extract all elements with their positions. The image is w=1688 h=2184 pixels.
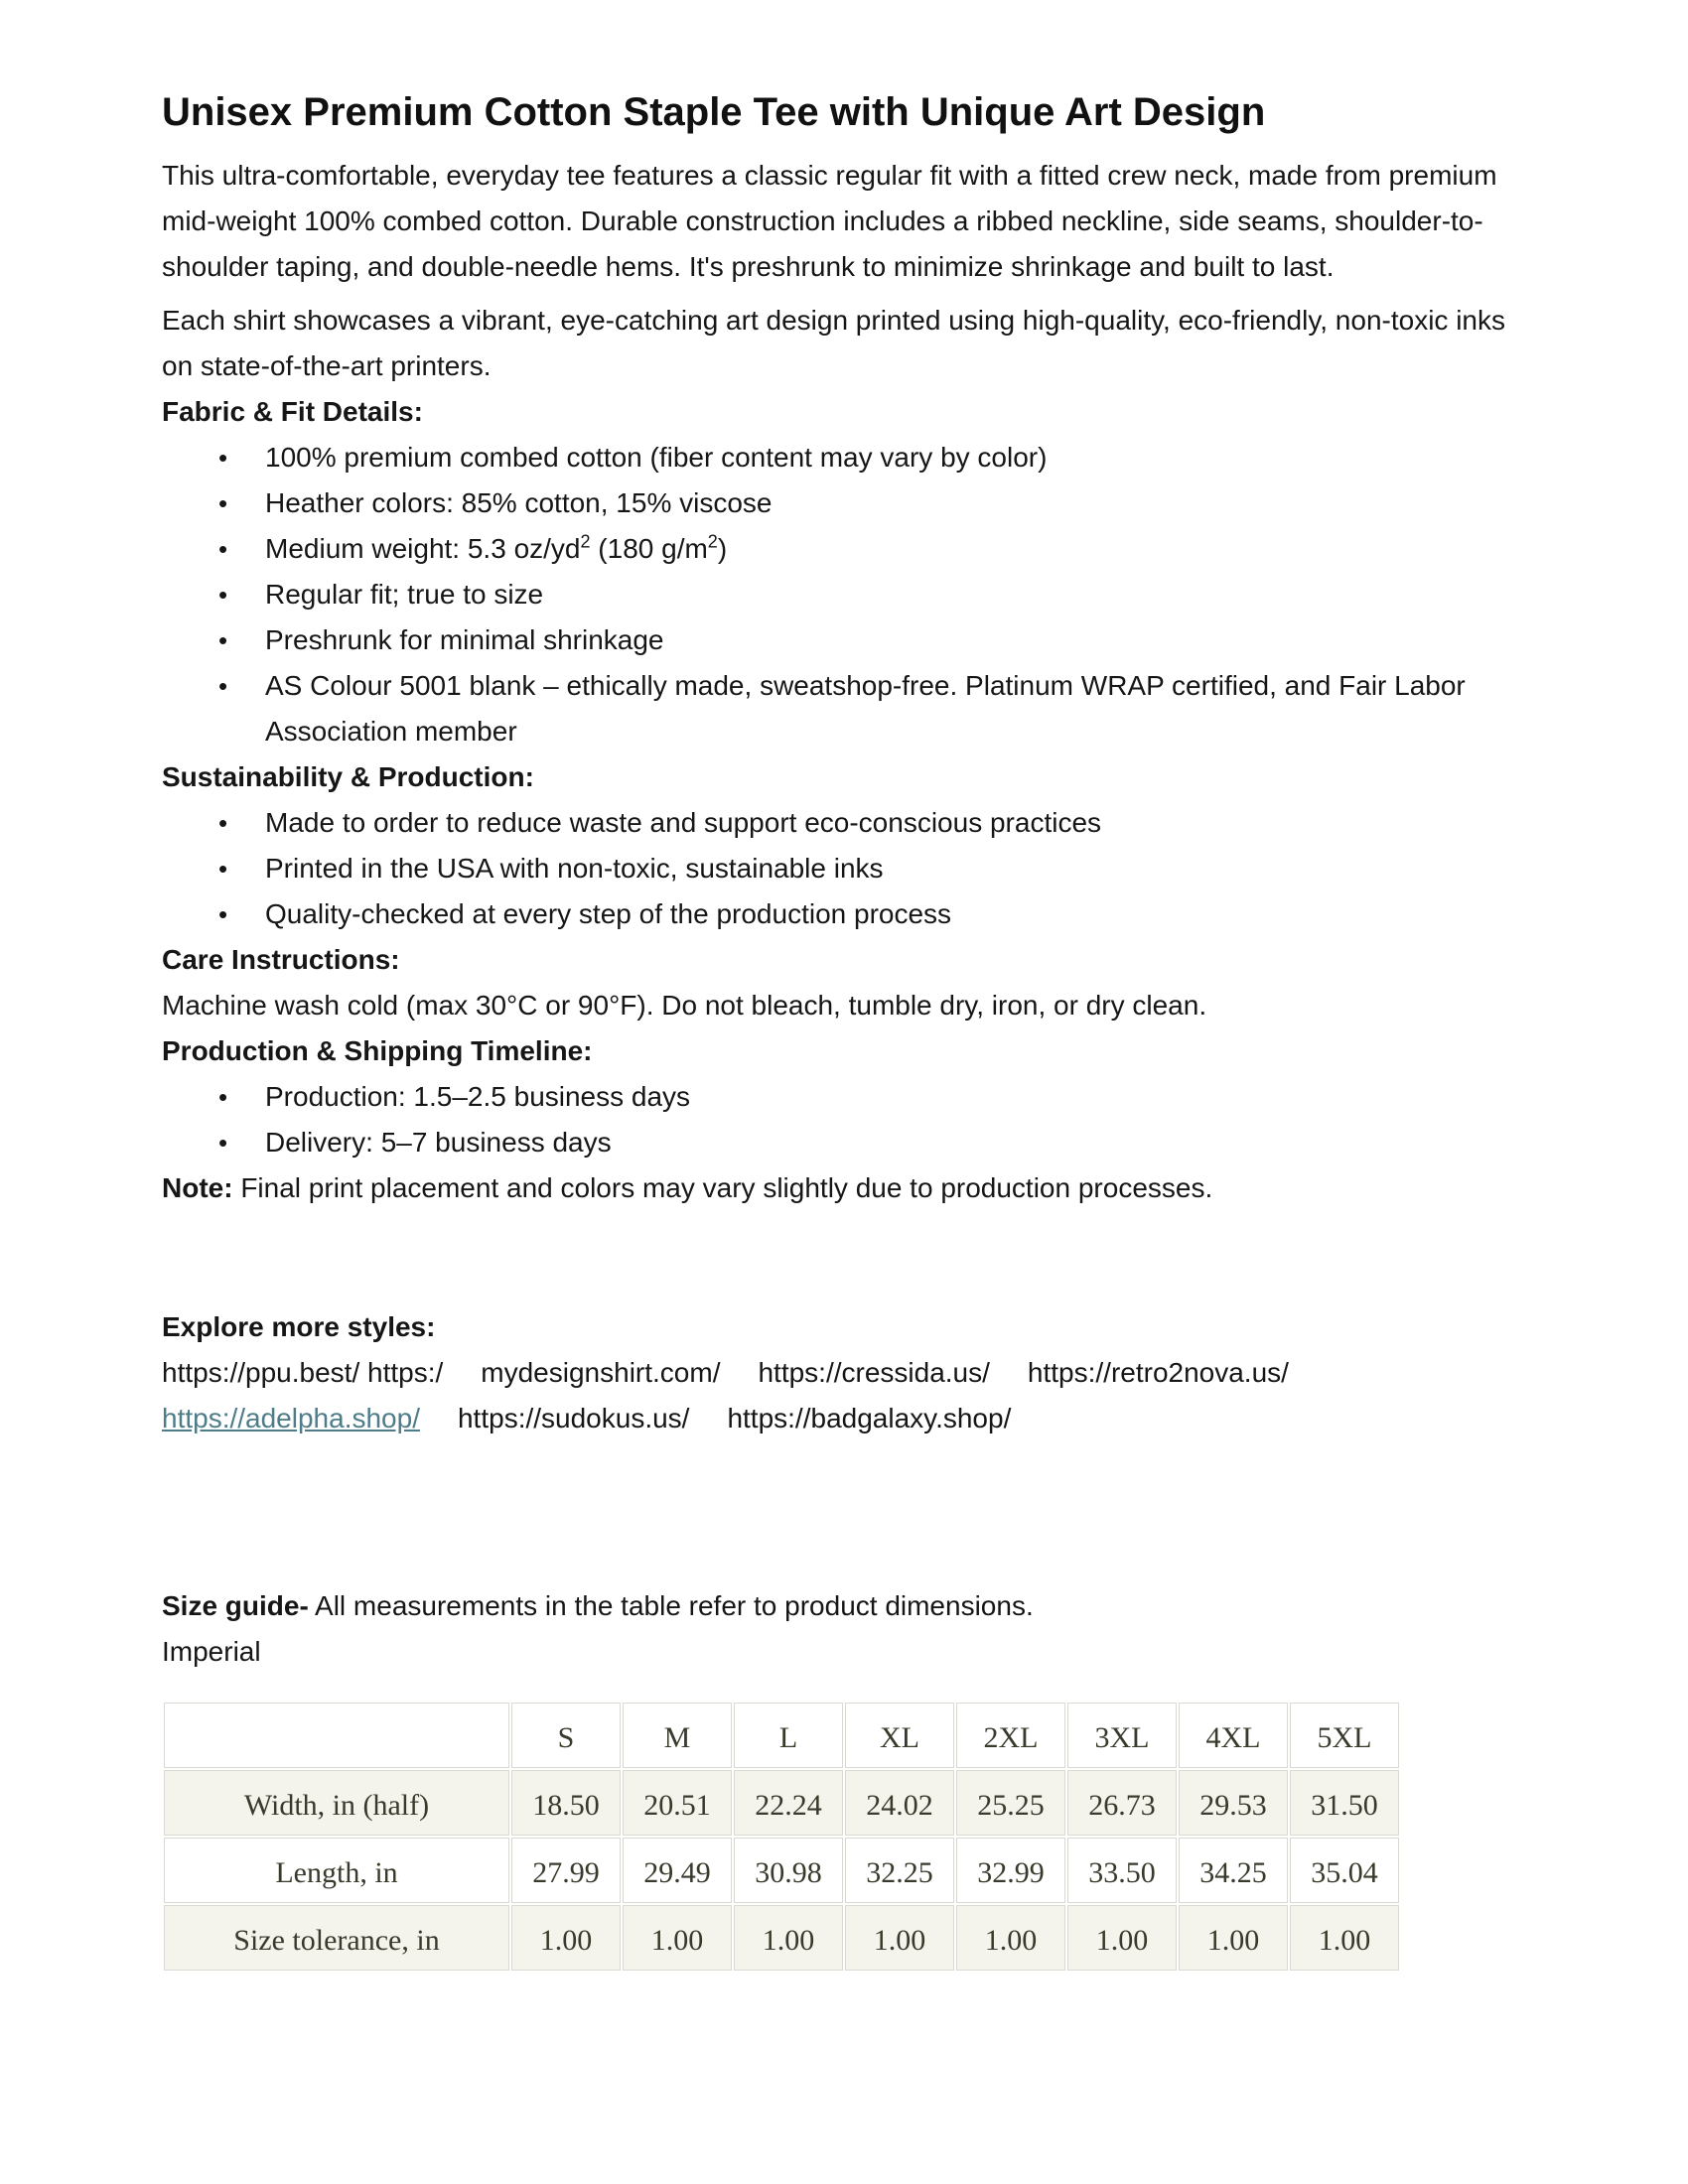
- list-item: [162, 526, 1529, 572]
- bullet-icon: •: [218, 488, 228, 518]
- table-cell: 29.49: [623, 1838, 732, 1903]
- table-cell: 1.00: [1179, 1905, 1288, 1971]
- column-header: 3XL: [1067, 1703, 1177, 1768]
- text-fragment: Medium weight: 5.3 oz/yd: [265, 533, 581, 564]
- table-cell: 32.99: [956, 1838, 1065, 1903]
- table-cell: 1.00: [1290, 1905, 1399, 1971]
- bullet-icon: •: [218, 1082, 228, 1112]
- superscript: 2: [580, 531, 591, 552]
- list-item: [162, 1074, 1529, 1120]
- table-cell: 1.00: [845, 1905, 954, 1971]
- list-item: [162, 617, 1529, 663]
- list-item-text: AS Colour 5001 blank – ethically made, sweatshop-free. Platinum WRAP certified, and Fair Labor Association member: [265, 670, 1466, 747]
- size-guide-label: Size guide-: [162, 1590, 309, 1621]
- table-cell: 1.00: [956, 1905, 1065, 1971]
- url-text: https://cressida.us/: [758, 1357, 990, 1388]
- bullet-icon: •: [218, 534, 228, 564]
- list-item-text: Preshrunk for minimal shrinkage: [265, 624, 664, 655]
- list-item: [162, 800, 1529, 846]
- shipping-list: [162, 1074, 1529, 1165]
- list-item: [162, 435, 1529, 480]
- note-label: Note:: [162, 1172, 233, 1203]
- list-item: [162, 572, 1529, 617]
- table-cell: 25.25: [956, 1770, 1065, 1836]
- page-title: Unisex Premium Cotton Staple Tee with Unique Art Design: [162, 90, 1266, 134]
- row-label: Size tolerance, in: [164, 1905, 509, 1971]
- table-cell: 35.04: [1290, 1838, 1399, 1903]
- column-header: XL: [845, 1703, 954, 1768]
- column-header: 4XL: [1179, 1703, 1288, 1768]
- list-item-text: [265, 526, 1529, 572]
- column-header: S: [511, 1703, 621, 1768]
- list-item-text: Heather colors: 85% cotton, 15% viscose: [265, 487, 773, 518]
- url-text: https://ppu.best/ https:/: [162, 1357, 444, 1388]
- size-guide-intro: [162, 1583, 1529, 1629]
- table-cell: 1.00: [1067, 1905, 1177, 1971]
- note-text: Final print placement and colors may vary slightly due to production processes.: [232, 1172, 1213, 1203]
- text-fragment: ): [717, 533, 728, 564]
- section-heading-shipping: Production & Shipping Timeline:: [162, 1035, 593, 1066]
- list-item-text: Made to order to reduce waste and support eco-conscious practices: [265, 807, 1102, 838]
- column-header: 5XL: [1290, 1703, 1399, 1768]
- bullet-icon: •: [218, 625, 228, 655]
- bullet-icon: •: [218, 580, 228, 610]
- table-cell: 18.50: [511, 1770, 621, 1836]
- intro-paragraph-1: This ultra-comfortable, everyday tee features a classic regular fit with a fitted crew neck, made from premium mid-weight 100% combed cotton. Durable construction includes a ribbed neckline, side seams, shoulder-to-shoulder taping, and double-needle hems. It's preshrunk to minimize shrinkage and built to last.: [162, 160, 1497, 282]
- table-cell: 30.98: [734, 1838, 843, 1903]
- table-row: [164, 1770, 1399, 1836]
- links-row-2: [162, 1396, 1529, 1441]
- list-item: [162, 891, 1529, 937]
- table-cell: 22.24: [734, 1770, 843, 1836]
- url-text: https://sudokus.us/: [457, 1403, 690, 1433]
- bullet-icon: •: [218, 443, 228, 473]
- table-cell: 31.50: [1290, 1770, 1399, 1836]
- list-item-text: Quality-checked at every step of the production process: [265, 898, 952, 929]
- list-item: [162, 480, 1529, 526]
- table-cell: 32.25: [845, 1838, 954, 1903]
- table-cell: 34.25: [1179, 1838, 1288, 1903]
- links-row-1: [162, 1350, 1529, 1396]
- url-text: mydesignshirt.com/: [481, 1357, 721, 1388]
- column-header: M: [623, 1703, 732, 1768]
- table-cell: 26.73: [1067, 1770, 1177, 1836]
- size-guide-subtitle: All measurements in the table refer to product dimensions.: [308, 1590, 1034, 1621]
- column-header: L: [734, 1703, 843, 1768]
- url-text: https://retro2nova.us/: [1027, 1357, 1289, 1388]
- table-cell: 29.53: [1179, 1770, 1288, 1836]
- list-item-text: Printed in the USA with non-toxic, sustainable inks: [265, 853, 884, 884]
- row-label: Width, in (half): [164, 1770, 509, 1836]
- row-label: Length, in: [164, 1838, 509, 1903]
- bullet-icon: •: [218, 808, 228, 838]
- table-cell: 27.99: [511, 1838, 621, 1903]
- care-text: Machine wash cold (max 30°C or 90°F). Do not bleach, tumble dry, iron, or dry clean.: [162, 990, 1207, 1021]
- intro-paragraph-2: Each shirt showcases a vibrant, eye-catching art design printed using high-quality, eco-friendly, non-toxic inks on state-of-the-art printers.: [162, 305, 1505, 381]
- table-cell: 1.00: [511, 1905, 621, 1971]
- explore-heading: Explore more styles:: [162, 1311, 436, 1342]
- superscript: 2: [707, 531, 718, 552]
- section-heading-sustainability: Sustainability & Production:: [162, 761, 534, 792]
- section-heading-fabric: Fabric & Fit Details:: [162, 396, 423, 427]
- bullet-icon: •: [218, 899, 228, 929]
- bullet-icon: •: [218, 671, 228, 701]
- size-guide-table: [162, 1701, 1401, 1973]
- table-header-row: [164, 1703, 1399, 1768]
- column-header: [164, 1703, 509, 1768]
- list-item-text: Regular fit; true to size: [265, 579, 544, 610]
- table-cell: 33.50: [1067, 1838, 1177, 1903]
- column-header: 2XL: [956, 1703, 1065, 1768]
- sustainability-list: [162, 800, 1529, 937]
- table-cell: 24.02: [845, 1770, 954, 1836]
- bullet-icon: •: [218, 1128, 228, 1158]
- fabric-list: [162, 435, 1529, 754]
- table-row: [164, 1838, 1399, 1903]
- adelpha-shop-link[interactable]: https://adelpha.shop/: [162, 1403, 420, 1433]
- table-cell: 1.00: [623, 1905, 732, 1971]
- table-cell: 1.00: [734, 1905, 843, 1971]
- section-heading-care: Care Instructions:: [162, 944, 400, 975]
- table-row: [164, 1905, 1399, 1971]
- unit-label: Imperial: [162, 1636, 261, 1667]
- list-item: [162, 663, 1529, 754]
- list-item: [162, 846, 1529, 891]
- list-item-text: Production: 1.5–2.5 business days: [265, 1081, 691, 1112]
- note-line: [162, 1165, 1529, 1211]
- list-item-text: Delivery: 5–7 business days: [265, 1127, 612, 1158]
- list-item: [162, 1120, 1529, 1165]
- url-text: https://badgalaxy.shop/: [727, 1403, 1012, 1433]
- text-fragment: (180 g/m: [590, 533, 708, 564]
- bullet-icon: •: [218, 854, 228, 884]
- list-item-text: 100% premium combed cotton (fiber content may vary by color): [265, 442, 1048, 473]
- table-cell: 20.51: [623, 1770, 732, 1836]
